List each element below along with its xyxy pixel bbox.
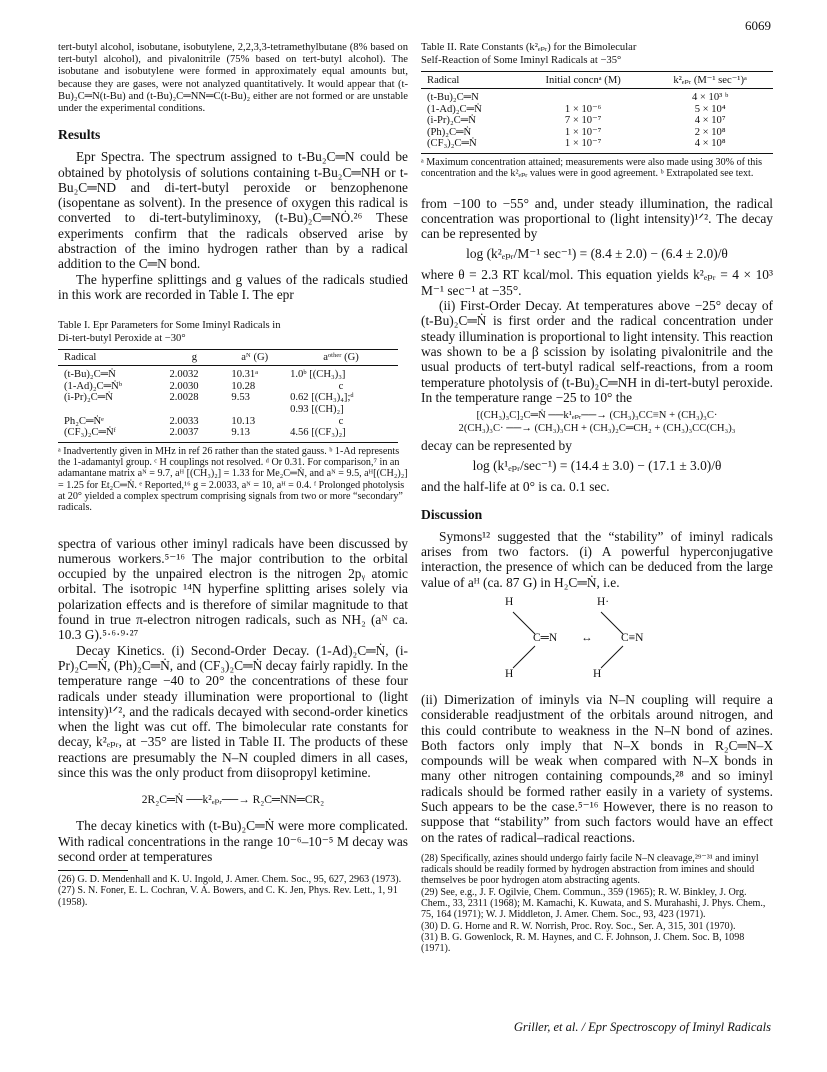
table-cell: 4 × 10⁸ bbox=[647, 138, 773, 153]
table-cell bbox=[519, 89, 647, 104]
table-cell: 10.31ᵃ bbox=[231, 369, 259, 381]
nitrile-label: C≡N bbox=[621, 631, 644, 644]
table-cell: 4.56 [(CF₃)₂] bbox=[284, 427, 398, 442]
table1-footnotes: ᵃ Inadvertently given in MHz in ref 26 rather than the stated gauss. ᵇ 1-Ad represents the 1-adamantyl group. ᶜ H couplings not resolved. ᵈ Or 0.31. For comparison,⁷ in an adamantane matrix aᴺ = 9.7, aᴴ [(CH₃)₂] = 1.33 for Me₂C═Ṅ, and aᴺ = 9.5, aᴴ[(CH₂)₂] = 1.25 for Et₂C═Ṅ. ᵉ Reported,¹⁶ g = 2.0033, aᴺ = 10, aᴴ = 0.4. ᶠ Prolonged photolysis at 20° yielded a complex spectrum comprising signals from two or more “secondary” radicals. bbox=[58, 445, 408, 514]
left-column bbox=[58, 42, 408, 908]
table-cell: 2.0030 bbox=[169, 380, 199, 392]
discussion-heading: Discussion bbox=[421, 506, 483, 522]
table-cell bbox=[58, 404, 163, 416]
hydrogen-label: H bbox=[505, 595, 514, 608]
table-cell: 4 × 10⁷ bbox=[694, 115, 726, 127]
table1-header: Radical bbox=[58, 350, 163, 366]
right-column bbox=[421, 42, 773, 955]
hydrogen-radical-label: H· bbox=[597, 595, 610, 608]
page-number: 6069 bbox=[745, 18, 771, 33]
table-row bbox=[58, 404, 398, 416]
footnote: (28) Specifically, azines should undergo fairly facile N–N cleavage,²⁹⁻³¹ and iminyl radicals should be readily formed by hydrogen abstraction from imines and should themselves be poor hydrogen atom abstracting agents. bbox=[421, 852, 759, 887]
table1-header: aᴺ (G) bbox=[225, 350, 284, 366]
decay-represented-text: decay can be represented by bbox=[421, 438, 572, 454]
table-cell: 7 × 10⁻⁷ bbox=[564, 115, 602, 127]
table-cell: c bbox=[338, 415, 344, 427]
footnote: (31) B. G. Gowenlock, R. M. Haynes, and C. F. Johnson, J. Chem. Soc. B, 1098 (1971). bbox=[421, 931, 745, 955]
table-cell: 0.62 [(CH₃)₄];ᵈ bbox=[290, 392, 354, 404]
table2-caption bbox=[421, 42, 773, 67]
dimerization-paragraph: (ii) Dimerization of iminyls via N–N coupling will require a considerable readjustment of the orbitals around nitrogen, and this could contribute to weakness in the N–N bond of azines. Both factors only imply that N–X bonds in R₂C═N–X compounds will be weak when compared with N–X bonds in many other nitrogen containing compounds,²⁸ and so iminyl radicals should be formed rather easily in a variety of systems. Such appears to be the case.⁵⁻¹⁶ However, there is no reason to suppose that “stability” from such factors would have an effect on the rates of radical–radical reactions. bbox=[421, 691, 773, 845]
table-cell: 1 × 10⁻⁷ bbox=[519, 138, 647, 153]
table-row bbox=[58, 392, 398, 404]
imine-label: C═N bbox=[533, 631, 558, 644]
table1-header: g bbox=[163, 350, 225, 366]
table-cell bbox=[225, 404, 284, 416]
table1-header: aᵒᵗʰᵉʳ (G) bbox=[284, 350, 398, 366]
t-bu-kinetics-paragraph: The decay kinetics with (t-Bu)₂C═Ṅ were more complicated. With radical concentrations in the range 10⁻⁶–10⁻⁵ M decay was second order at temperatures bbox=[58, 818, 408, 864]
table2-footnotes: ᵃ Maximum concentration attained; measurements were also made using 30% of this concentration and the k²ₑₚᵣ values were in good agreement. ᵇ Extrapolated see text. bbox=[421, 156, 763, 180]
table-row bbox=[421, 138, 773, 153]
table-row bbox=[58, 427, 398, 442]
table-cell: 2 × 10⁸ bbox=[694, 126, 726, 138]
intro-paragraph: tert-butyl alcohol, isobutane, isobutylene, 2,2,3,3-tetramethylbutane (8% based on tert-butyl alcohol), and pivalonitrile (75% based on tert-butyl alcohol). The isobutane and isobutylene were formed in approximately equal amounts but, because they are gases, were not analyzed quantitatively. It would appear that (t-Bu)₂C═N(t-Bu) and (t-Bu)₂C═NN═C(t-Bu)₂ either are not formed or are unstable under the experimental conditions. bbox=[58, 42, 408, 115]
table-cell: (1-Ad)₂C═Ṅ bbox=[427, 103, 482, 115]
table-row bbox=[421, 89, 773, 104]
table-cell: 4 × 10³ ᵇ bbox=[691, 92, 729, 103]
table1-caption-line2: Di-tert-butyl Peroxide at −30° bbox=[58, 332, 186, 344]
tert-butyl-scheme: 2(CH₃)₃C· ──→ (CH₃)₃CH + (CH₃)₂C═CH₂ + (CH₃)₃CC(CH₃)₃ bbox=[458, 423, 736, 435]
table-row bbox=[58, 366, 398, 381]
table-cell: c bbox=[338, 380, 344, 392]
table-cell: 10.13 bbox=[231, 415, 256, 427]
hydrogen-label: H bbox=[593, 667, 602, 680]
theta-paragraph: where θ = 2.3 RT kcal/mol. This equation yields k²ₑₚᵣ = 4 × 10³ M⁻¹ sec⁻¹ at −35°. bbox=[421, 267, 773, 298]
footnote: (29) See, e.g., J. F. Ogilvie, Chem. Commun., 359 (1965); R. W. Binkley, J. Org. Chem., 33, 2311 (1968); M. Kamachi, K. Kuwata, and S. Murahashi, J. Phys. Chem., 75, 164 (1971); W. J. Middleton, J. Amer. Chem. Soc., 93, 423 (1971). bbox=[421, 886, 766, 921]
second-order-rate-equation: log (k²ₑₚᵣ/M⁻¹ sec⁻¹) = (8.4 ± 2.0) − (6.4 ± 2.0)/θ bbox=[466, 246, 728, 262]
hydrogen-label: H bbox=[505, 667, 514, 680]
table-cell: (i-Pr)₂C═Ṅ bbox=[64, 392, 113, 404]
table1 bbox=[58, 349, 398, 443]
table-row bbox=[421, 115, 773, 127]
table2-header: k²ₑₚᵣ (M⁻¹ sec⁻¹)ᵃ bbox=[647, 72, 773, 89]
table-cell: 9.53 bbox=[231, 392, 250, 404]
table-cell: (1-Ad)₂C═Ṅᵇ bbox=[64, 380, 123, 392]
table-row bbox=[421, 104, 773, 116]
table-cell: (i-Pr)₂C═Ṅ bbox=[427, 115, 476, 127]
table-row bbox=[58, 381, 398, 393]
table-cell: 2.0032 bbox=[169, 369, 199, 381]
table-cell: 9.13 bbox=[225, 427, 284, 442]
hyperconjugation-figure bbox=[421, 594, 773, 686]
table-cell bbox=[163, 404, 225, 416]
table-row bbox=[421, 127, 773, 139]
table-cell: 2.0033 bbox=[169, 415, 199, 427]
table2-header: Radical bbox=[421, 72, 519, 89]
dimerization-equation: 2R₂C═Ṅ ──k²ₑₚᵣ──→ R₂C═NN═CR₂ bbox=[141, 794, 325, 807]
spectra-paragraph: spectra of various other iminyl radicals have been discussed by numerous workers.⁵⁻¹⁶ The major contribution to the orbital occupied by the unpaired electron is the nitrogen 2pᵧ atomic orbital. The isotropic ¹⁴N hyperfine splitting arises solely via polarization effects and is therefore of similar magnitude to that found in true π-electron nitrogen radicals, such as NH₂ (aᴺ ca. 10.3 G).⁵·⁶·⁹·²⁷ bbox=[58, 535, 408, 643]
table1-caption-line1: Table I. Epr Parameters for Some Iminyl Radicals in bbox=[58, 320, 281, 332]
running-footer: Griller, et al. / Epr Spectroscopy of Iminyl Radicals bbox=[513, 1020, 771, 1034]
results-heading: Results bbox=[58, 127, 101, 143]
hyperfine-paragraph: The hyperfine splittings and g values of the radicals studied in this work are recorded in Table I. The epr bbox=[58, 271, 408, 302]
table-cell: 0.93 [(CH)₂] bbox=[290, 403, 344, 415]
table-cell: 5 × 10⁴ bbox=[694, 103, 726, 115]
table-cell: (CF₃)₂C═Ṅ bbox=[421, 138, 519, 153]
table-cell: (t-Bu)₂C═N bbox=[427, 92, 479, 103]
table-cell: 10.28 bbox=[231, 380, 256, 392]
first-order-rate-equation: log (k¹ₑₚᵣ/sec⁻¹) = (14.4 ± 3.0) − (17.1 ± 3.0)/θ bbox=[472, 458, 722, 474]
footnote: (26) G. D. Mendenhall and K. U. Ingold, J. Amer. Chem. Soc., 95, 627, 2963 (1973). bbox=[58, 874, 402, 886]
table-cell: (t-Bu)₂C═Ṅ bbox=[64, 369, 116, 381]
symons-paragraph: Symons¹² suggested that the “stability” of iminyl radicals arises from two factors. (i) A powerful hyperconjugative interaction, the presence of which can be deduced from the large value of aᴴ (ca. 87 G) in H₂C═Ṅ, i.e. bbox=[421, 528, 773, 590]
table-cell: 1 × 10⁻⁶ bbox=[564, 103, 602, 115]
first-order-paragraph: (ii) First-Order Decay. At temperatures above −25° decay of (t-Bu)₂C═Ṅ is first order and the radical concentration under steady illumination is proportional to light intensity. This reaction was shown to be a β scission by isolating pivalonitrile and the usual products of tert-butyl radical self-reactions, from a room temperature photolysis of (t-Bu)₂C═NH in di-tert-butyl peroxide. In the temperature range −25 to 10° the bbox=[421, 298, 773, 405]
table-cell: (Ph)₂C═Ṅ bbox=[427, 126, 472, 138]
table2-caption-line1: Table II. Rate Constants (k²ₑₚᵣ) for the Bimolecular bbox=[421, 42, 637, 53]
table-cell: (CF₃)₂C═Ṅᶠ bbox=[58, 427, 163, 442]
table2-caption-line2: Self-Reaction of Some Iminyl Radicals at −35° bbox=[421, 54, 622, 66]
table-cell: 2.0037 bbox=[163, 427, 225, 442]
table-cell: Ph₂C═Ṅᵉ bbox=[64, 415, 104, 427]
footnote-rule bbox=[58, 870, 128, 871]
table-cell: 1 × 10⁻⁷ bbox=[564, 126, 602, 138]
table-cell: 1.0ᵇ [(CH₃)₃] bbox=[290, 369, 346, 381]
table1-header-row bbox=[58, 350, 398, 366]
half-life-text: and the half-life at 0° is ca. 0.1 sec. bbox=[421, 479, 610, 495]
footnote: (27) S. N. Foner, E. L. Cochran, V. A. Bowers, and C. K. Jen, Phys. Rev. Lett., 1, 91 (1958). bbox=[58, 885, 398, 908]
table2-header-row bbox=[421, 72, 773, 89]
table2 bbox=[421, 71, 773, 154]
decay-kinetics-paragraph: Decay Kinetics. (i) Second-Order Decay. (1-Ad)₂C═Ṅ, (i-Pr)₂C═Ṅ, (Ph)₂C═Ṅ, and (CF₃)₂C═Ṅ decay fairly rapidly. In the temperature range −40 to 20° the concentrations of these four radicals under steady illumination were proportional to (light intensity)¹ᐟ², and the radicals decayed with second-order kinetics when the light was cut off. The bimolecular rate constants for decay, k²ₑₚᵣ, at −35° are listed in Table II. The products of these reactions are presumably the N–N coupled dimers in all cases, since this was the only product from diisopropyl ketimine. bbox=[58, 642, 408, 780]
table1-caption bbox=[58, 320, 408, 345]
table2-header: Initial concnᵃ (M) bbox=[519, 72, 647, 89]
table-row bbox=[58, 416, 398, 428]
beta-scission-scheme: [(CH₃)₃C]₂C═Ṅ ──k¹ₑₚᵣ──→ (CH₃)₃CC≡N + (CH₃)₃C· bbox=[476, 410, 718, 422]
epr-spectra-paragraph: Epr Spectra. The spectrum assigned to t-Bu₂C═N could be obtained by photolysis of solutions containing t-Bu₂C═NH or t-Bu₂C═ND and di-tert-butyl peroxide or benzophenone (isopentane as solvent). In the presence of oxygen this radical is converted to di-tert-butyliminoxy, (t-Bu)₂C═NȮ.²⁶ These experiments confirm that the radicals observed arise by abstraction of the imino hydrogen rather than by a radical addition to the C═N bond. bbox=[58, 149, 408, 272]
footnote: (30) D. G. Horne and R. W. Norrish, Proc. Roy. Soc., Ser. A, 315, 301 (1970). bbox=[421, 920, 736, 932]
resonance-arrow: ↔ bbox=[581, 631, 593, 644]
table-cell: 2.0028 bbox=[169, 392, 199, 404]
low-temp-paragraph: from −100 to −55° and, under steady illumination, the radical concentration was proportional to (light intensity)¹ᐟ². The decay can be represented by bbox=[421, 195, 773, 242]
